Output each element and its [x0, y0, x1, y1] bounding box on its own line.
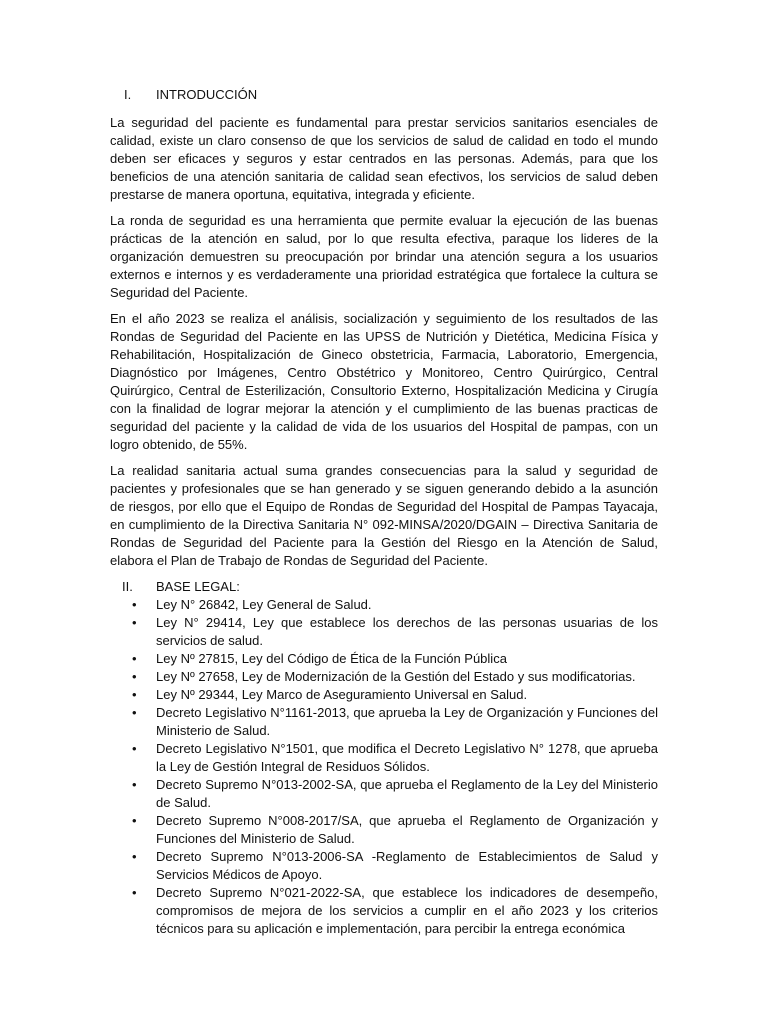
section-title: INTRODUCCIÓN — [156, 87, 258, 102]
section-title: BASE LEGAL: — [156, 579, 240, 594]
section-number: I. — [124, 87, 132, 102]
bullet-icon: • — [132, 741, 137, 756]
intro-paragraph-1: La seguridad del paciente es fundamental para prestar servicios sanitarios esenciales de calidad, existe un claro consenso de que los servicios de salud de calidad en todo el mundo deben ser eficaces y seguros y estar centrados en las personas. Además, para que los beneficios de una atención sanitaria de calidad sean efectivos, los servicios de salud deben prestarse de manera oportuna, equitativa, integrada y eficiente. — [110, 115, 658, 202]
bullet-icon: • — [132, 849, 137, 864]
list-item — [110, 776, 658, 812]
bullet-icon: • — [132, 705, 137, 720]
list-item-text: Ley N° 29414, Ley que establece los derechos de las personas usuarias de los servicios de salud. — [156, 615, 658, 648]
bullet-icon: • — [132, 615, 137, 630]
list-item-text: Decreto Legislativo N°1501, que modifica el Decreto Legislativo N° 1278, que aprueba la Ley de Gestión Integral de Residuos Sólidos. — [156, 741, 658, 774]
intro-paragraph-3: En el año 2023 se realiza el análisis, socialización y seguimiento de los resultados de las Rondas de Seguridad del Paciente en las UPSS de Nutrición y Dietética, Medicina Física y Rehabilitación, Hospitalización de Gineco obstetricia, Farmacia, Laboratorio, Emergencia, Diagnóstico por Imágenes, Centro Obstétrico y Monitoreo, Centro Quirúrgico, Central Quirúrgico, Central de Esterilización, Consultorio Externo, Hospitalización Medicina y Cirugía con la finalidad de lograr mejorar la atención y el cumplimiento de las buenas practicas de seguridad del paciente y la calidad de vida de los usuarios del Hospital de pampas, con un logro obtenido, de 55%. — [110, 311, 658, 452]
list-item-text: Ley Nº 27658, Ley de Modernización de la Gestión del Estado y sus modificatorias. — [156, 669, 636, 684]
intro-paragraph-4: La realidad sanitaria actual suma grandes consecuencias para la salud y seguridad de pacientes y profesionales que se han generado y se siguen generando debido a la asunción de riesgos, por ello que el Equipo de Rondas de Seguridad del Hospital de Pampas Tayacaja, en cumplimiento de la Directiva Sanitaria N° 092-MINSA/2020/DGAIN – Directiva Sanitaria de Rondas de Seguridad del Paciente para la Gestión del Riesgo en la Atención de Salud, elabora el Plan de Trabajo de Rondas de Seguridad del Paciente. — [110, 463, 658, 568]
list-item-text: Decreto Supremo N°013-2006-SA -Reglamento de Establecimientos de Salud y Servicios Médicos de Apoyo. — [156, 849, 658, 882]
list-item — [110, 596, 658, 614]
bullet-icon: • — [132, 597, 137, 612]
list-item — [110, 740, 658, 776]
list-item — [110, 686, 658, 704]
document-page — [110, 86, 658, 938]
list-item-text: Ley Nº 29344, Ley Marco de Aseguramiento Universal en Salud. — [156, 687, 528, 702]
list-item-text: Decreto Supremo N°021-2022-SA, que establece los indicadores de desempeño, compromisos de mejora de los servicios a cumplir en el año 2023 y los criterios técnicos para su aplicación e implementación, para percibir la entrega económica — [156, 885, 658, 936]
intro-paragraph-2: La ronda de seguridad es una herramienta que permite evaluar la ejecución de las buenas prácticas de la atención en salud, por lo que resulta efectiva, paraque los lideres de la organización demuestren su preocupación por brindar una atención segura a los usuarios externos e internos y es verdaderamente una prioridad estratégica que fortalece la cultura se Seguridad del Paciente. — [110, 213, 658, 300]
bullet-icon: • — [132, 885, 137, 900]
section-heading-introduccion — [110, 86, 658, 104]
list-item — [110, 650, 658, 668]
list-item — [110, 668, 658, 686]
bullet-icon: • — [132, 777, 137, 792]
bullet-icon: • — [132, 813, 137, 828]
list-item — [110, 704, 658, 740]
legal-list — [110, 596, 658, 938]
list-item-text: Decreto Legislativo N°1161-2013, que aprueba la Ley de Organización y Funciones del Ministerio de Salud. — [156, 705, 658, 738]
bullet-icon: • — [132, 651, 137, 666]
list-item-text: Ley N° 26842, Ley General de Salud. — [156, 597, 372, 612]
list-item — [110, 812, 658, 848]
bullet-icon: • — [132, 669, 137, 684]
list-item — [110, 884, 658, 938]
list-item — [110, 614, 658, 650]
list-item — [110, 848, 658, 884]
bullet-icon: • — [132, 687, 137, 702]
list-item-text: Decreto Supremo N°013-2002-SA, que aprueba el Reglamento de la Ley del Ministerio de Salud. — [156, 777, 658, 810]
list-item-text: Decreto Supremo N°008-2017/SA, que aprueba el Reglamento de Organización y Funciones del Ministerio de Salud. — [156, 813, 658, 846]
list-item-text: Ley Nº 27815, Ley del Código de Ética de la Función Pública — [156, 651, 507, 666]
section-number: II. — [122, 579, 133, 594]
section-heading-base-legal — [110, 578, 658, 596]
